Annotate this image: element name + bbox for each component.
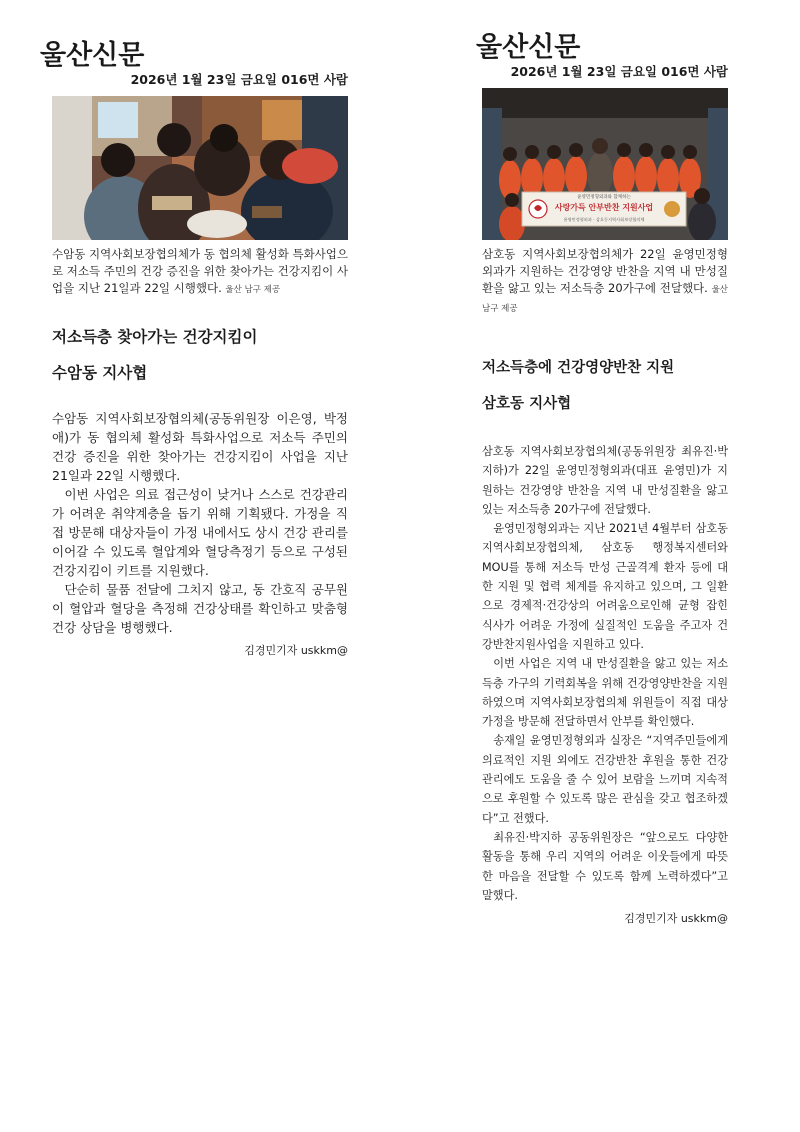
body-paragraph: 단순히 물품 전달에 그치지 않고, 동 간호직 공무원이 혈압과 혈당을 측정해 건강상태를 확인하고 맞춤형 건강 상담을 병행했다. [52,582,348,635]
newspaper-masthead: 울산신문 [476,32,581,63]
body-paragraph: 수암동 지역사회보장협의체(공동위원장 이은영, 박정애)가 동 협의체 활성화 특화사업으로 저소득 주민의 건강 증진을 위한 찾아가는 건강지킴이 사업을 지난 21일과 22일 시행했다. [52,411,348,483]
reporter-byline: 김경민기자 uskkm@ [624,912,728,926]
photo-caption-text: 수암동 지역사회보장협의체가 동 협의체 활성화 특화사업으로 저소득 주민의 건강 증진을 위한 찾아가는 건강지킴이 사업을 지난 21일과 22일 시행했다. [52,247,348,295]
newspaper-masthead: 울산신문 [40,40,145,71]
photo-caption-text: 삼호동 지역사회보장협의체가 22일 윤영민정형외과가 지원하는 건강영양 반찬을 지역 내 만성질환을 앓고 있는 저소득층 20가구에 전달했다. [482,247,728,295]
banner-top-text: 윤영민정형외과와 함께하는 [577,195,631,200]
article-headline [52,319,348,391]
dateline: 2026년 1월 23일 금요일 016면 사람 [130,72,348,87]
banner-sub-text: 윤영민정형외과 · 삼호동지역사회보장협의체 [563,217,645,222]
article-body [482,442,728,905]
article-headline [482,350,728,422]
volunteers-photo-illustration [52,96,348,240]
body-paragraph: 송재일 윤영민정형외과 실장은 “지역주민들에게 의료적인 지원 외에도 건강반찬 후원을 통한 건강관리에도 도움을 줄 수 있어 보람을 느끼며 지속적으로 후원할 수 있도록 많은 관심을 갖고 협조하겠다”고 전했다. [482,734,728,825]
article-body [52,409,348,637]
headline-line-2: 수암동 지사협 [52,364,148,382]
body-paragraph: 삼호동 지역사회보장협의체(공동위원장 최유진·박지하)가 22일 윤영민정형외과(대표 윤영민)가 지원하는 건강영양 반찬을 지역 내 만성질환을 앓고 있는 저소득층 20가구에 전달했다. [482,445,728,516]
photo-credit: 울산 남구 제공 [225,285,281,295]
group-photo-illustration [482,88,728,240]
headline-line-1: 저소득층 찾아가는 건강지킴이 [52,328,258,346]
reporter-byline: 김경민기자 uskkm@ [244,644,348,657]
body-paragraph: 이번 사업은 의료 접근성이 낮거나 스스로 건강관리가 어려운 취약계층을 돕기 위해 기획됐다. 가정을 직접 방문해 대상자들이 가정 내에서도 상시 건강 관리를 이어갈 수 있도록 혈압계와 혈당측정기 등으로 구성된 건강지킴이 키트를 지원했다. [52,487,348,578]
body-paragraph: 최유진·박지하 공동위원장은 “앞으로도 다양한 활동을 통해 우리 지역의 어려운 이웃들에게 따뜻한 마음을 전달할 수 있도록 함께 노력하겠다”고 말했다. [482,830,728,902]
right-article-clipping [472,32,728,929]
photo-caption [482,246,728,318]
body-paragraph: 윤영민정형외과는 지난 2021년 4월부터 삼호동지역사회보장협의체, 삼호동 행정복지센터와 MOU를 통해 저소득 만성 근골격계 환자 등에 대한 지원 및 협력 체계를 유지하고 있으며, 그 일환으로 경제적·건강상의 어려움으로인해 균형 잡힌 식사가 어려운 가정에 실질적인 도움을 주고자 건강반찬지원사업을 지원하고 있다. [482,522,728,651]
photo-caption [52,246,348,299]
article-photo [52,96,348,240]
dateline: 2026년 1월 23일 금요일 016면 사람 [510,64,728,79]
body-paragraph: 이번 사업은 지역 내 만성질환을 앓고 있는 저소득층 가구의 기력회복을 위해 건강영양반찬을 지원하였으며 지역사회보장협의체 위원들이 직접 대상가정을 방문해 전달하면서 안부를 확인했다. [482,657,728,729]
left-article-clipping [36,40,348,661]
headline-line-2: 삼호동 지사협 [482,396,572,412]
headline-line-1: 저소득층에 건강영양반찬 지원 [482,360,675,376]
article-photo [482,88,728,240]
banner-title-text: 사랑가득 안부반찬 지원사업 [554,203,654,212]
photo-credit: 울산 남구 제공 [482,285,729,314]
